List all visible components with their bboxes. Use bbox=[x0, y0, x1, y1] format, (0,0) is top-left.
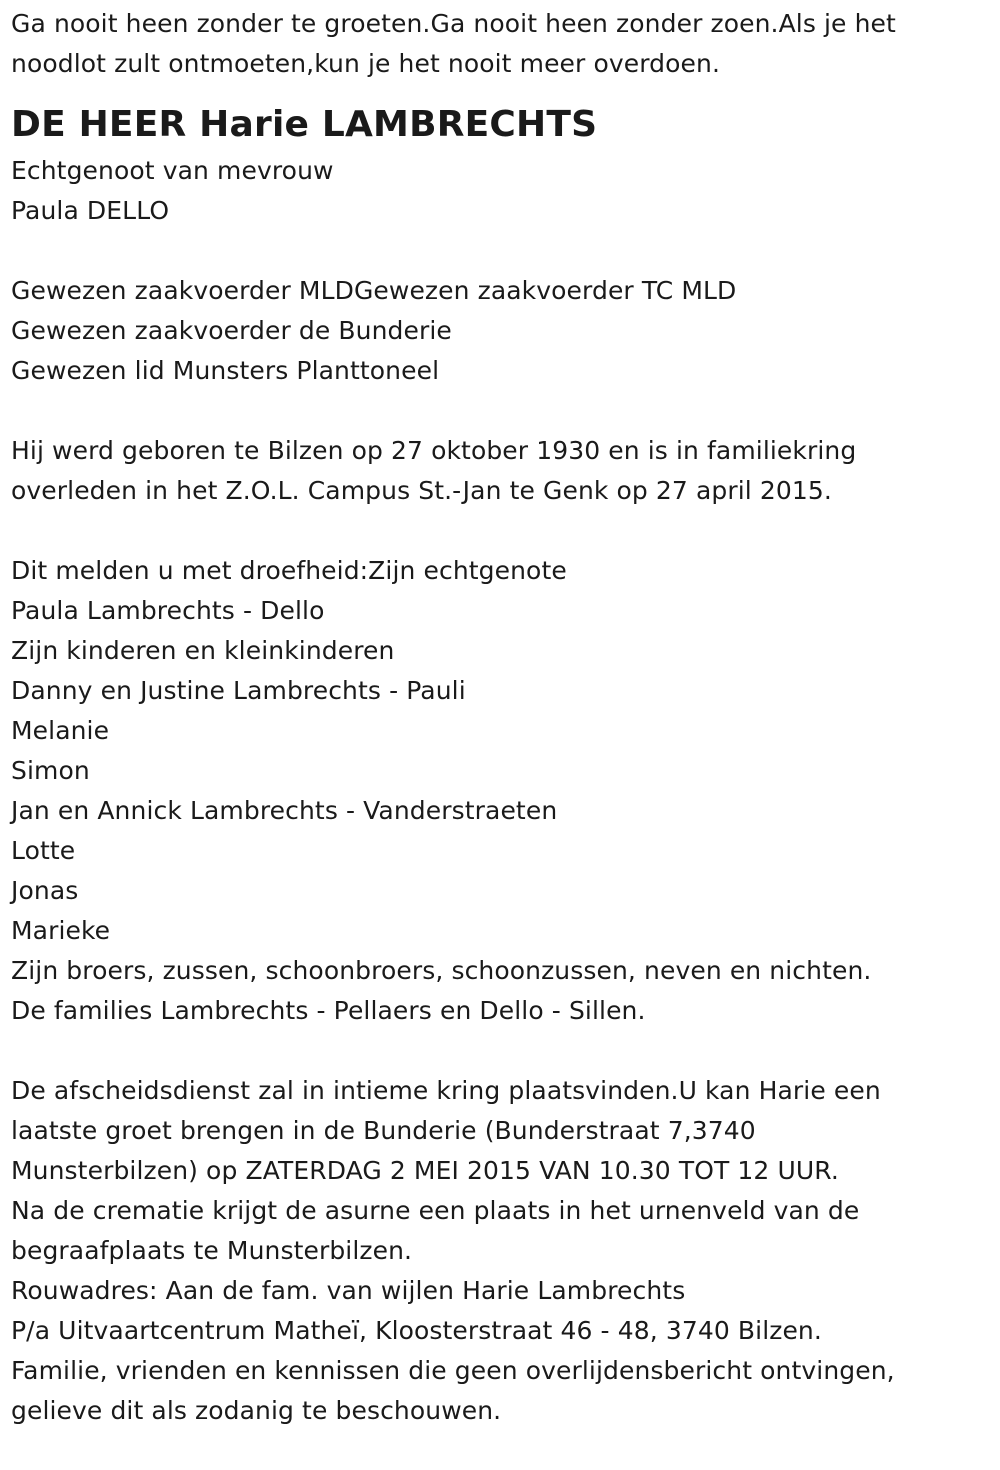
poem-line: noodlot zult ontmoeten,kun je het nooit meer overdoen. bbox=[11, 49, 721, 78]
ceremony-line: gelieve dit als zodanig te beschouwen. bbox=[11, 1396, 502, 1425]
deceased-title: DE HEER Harie LAMBRECHTS bbox=[11, 104, 598, 145]
poem-line: Ga nooit heen zonder te groeten.Ga nooit heen zonder zoen.Als je het bbox=[11, 9, 896, 38]
spouse-block bbox=[11, 151, 990, 231]
family-line: Zijn broers, zussen, schoonbroers, schoonzussen, neven en nichten. bbox=[11, 956, 872, 985]
ceremony-line: P/a Uitvaartcentrum Matheï, Kloosterstraat 46 - 48, 3740 Bilzen. bbox=[11, 1316, 822, 1345]
role-line: Gewezen zaakvoerder MLDGewezen zaakvoerder TC MLD bbox=[11, 276, 737, 305]
role-line: Gewezen zaakvoerder de Bunderie bbox=[11, 316, 452, 345]
ceremony-line: Na de crematie krijgt de asurne een plaats in het urnenveld van de bbox=[11, 1196, 860, 1225]
family-line: Lotte bbox=[11, 836, 76, 865]
family-line: Marieke bbox=[11, 916, 111, 945]
family-line: De families Lambrechts - Pellaers en Dello - Sillen. bbox=[11, 996, 646, 1025]
ceremony-line: laatste groet brengen in de Bunderie (Bunderstraat 7,3740 bbox=[11, 1116, 756, 1145]
birth-death-block bbox=[11, 431, 990, 511]
family-line: Zijn kinderen en kleinkinderen bbox=[11, 636, 395, 665]
family-block bbox=[11, 551, 990, 1031]
family-line: Paula Lambrechts - Dello bbox=[11, 596, 325, 625]
role-line: Gewezen lid Munsters Planttoneel bbox=[11, 356, 440, 385]
family-line: Simon bbox=[11, 756, 90, 785]
family-line: Melanie bbox=[11, 716, 110, 745]
roles-block bbox=[11, 271, 990, 391]
ceremony-block bbox=[11, 1071, 990, 1431]
ceremony-line: De afscheidsdienst zal in intieme kring plaatsvinden.U kan Harie een bbox=[11, 1076, 881, 1105]
poem-block bbox=[11, 4, 990, 84]
spouse-line: Echtgenoot van mevrouw bbox=[11, 156, 334, 185]
ceremony-line: begraafplaats te Munsterbilzen. bbox=[11, 1236, 413, 1265]
family-line: Dit melden u met droefheid:Zijn echtgenote bbox=[11, 556, 567, 585]
ceremony-line: Munsterbilzen) op ZATERDAG 2 MEI 2015 VAN 10.30 TOT 12 UUR. bbox=[11, 1156, 839, 1185]
ceremony-line: Rouwadres: Aan de fam. van wijlen Harie Lambrechts bbox=[11, 1276, 686, 1305]
family-line: Danny en Justine Lambrechts - Pauli bbox=[11, 676, 466, 705]
birth-death-line: overleden in het Z.O.L. Campus St.-Jan te Genk op 27 april 2015. bbox=[11, 476, 832, 505]
spouse-line: Paula DELLO bbox=[11, 196, 170, 225]
family-line: Jan en Annick Lambrechts - Vanderstraeten bbox=[11, 796, 558, 825]
birth-death-line: Hij werd geboren te Bilzen op 27 oktober 1930 en is in familiekring bbox=[11, 436, 857, 465]
ceremony-line: Familie, vrienden en kennissen die geen overlijdensbericht ontvingen, bbox=[11, 1356, 895, 1385]
family-line: Jonas bbox=[11, 876, 79, 905]
